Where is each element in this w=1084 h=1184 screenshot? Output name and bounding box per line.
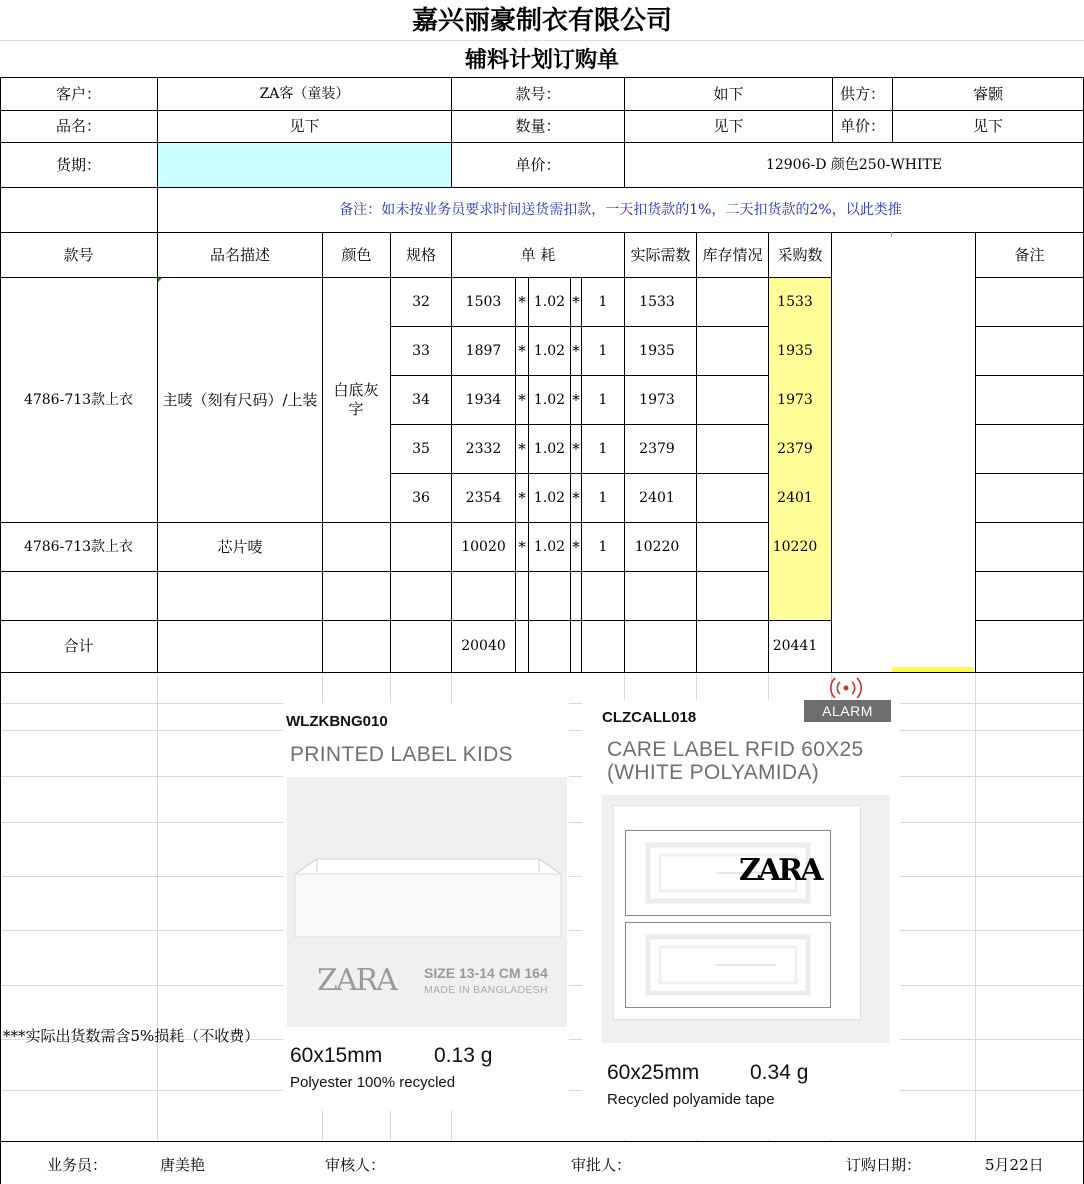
order-date-label: 订购日期：	[846, 1156, 922, 1174]
col-size: 规格	[405, 245, 436, 264]
unit-price2-label: 单价：	[515, 155, 561, 174]
group1-x1-cell: *	[518, 488, 526, 507]
group1-mult-cell[interactable]: 1	[598, 391, 608, 408]
supplier-label: 供方：	[839, 84, 885, 103]
group1-x1-cell: *	[518, 292, 526, 311]
col-actual: 实际需数	[630, 245, 691, 264]
label2-title-line1: CARE LABEL RFID 60X25	[607, 738, 864, 761]
quantity-label: 数量：	[515, 117, 561, 135]
col-remarks: 备注	[1014, 245, 1045, 264]
supplier-value[interactable]: 睿颢	[972, 84, 1003, 103]
group2-actual[interactable]: 10220	[634, 538, 680, 555]
salesman-label: 业务员：	[47, 1156, 108, 1174]
group1-qty-cell[interactable]: 1934	[465, 391, 502, 408]
group1-actual-cell[interactable]: 1973	[639, 391, 675, 408]
col-stock: 库存情况	[702, 245, 763, 264]
col-desc: 品名描述	[209, 245, 270, 264]
label1-title: PRINTED LABEL KIDS	[290, 743, 513, 766]
group1-qty-cell[interactable]: 1503	[465, 293, 502, 310]
group1-mult-cell[interactable]: 1	[598, 293, 608, 310]
label1-code: WLZKBNG010	[286, 713, 388, 730]
group2-style: 4786-713款上衣	[23, 538, 134, 555]
form-title: 辅料计划订购单	[464, 46, 619, 73]
group2-qty[interactable]: 10020	[461, 538, 506, 555]
label2-brand: ZARA	[739, 853, 821, 888]
col-color: 颜色	[341, 245, 372, 264]
group1-x2-cell: *	[572, 488, 580, 507]
label2-dims: 60x25mm	[607, 1061, 700, 1084]
label1-size: SIZE 13-14 CM 164	[424, 965, 548, 981]
rfid-antenna-bottom	[626, 923, 830, 1007]
group1-factor-cell[interactable]: 1.02	[533, 293, 566, 310]
yellow-marker	[892, 667, 974, 672]
group1-style: 4786-713款上衣	[23, 391, 134, 408]
label1-image	[287, 777, 567, 1027]
rfid-tag-top	[625, 830, 831, 916]
customer-label: 客户：	[55, 84, 101, 103]
order-date-value[interactable]: 5月22日	[985, 1156, 1044, 1174]
group2-desc: 芯片唛	[217, 537, 263, 556]
group1-x1-cell: *	[518, 341, 526, 360]
total-label: 合计	[63, 637, 94, 655]
customer-value[interactable]: ZA客（童装）	[259, 85, 350, 102]
col-style-no: 款号	[63, 245, 94, 264]
group1-purchase-cell[interactable]: 2379	[777, 440, 813, 457]
group1-purchase-cell[interactable]: 1973	[777, 391, 813, 408]
style-label: 款号：	[515, 84, 561, 103]
group1-color: 白底灰字	[333, 381, 379, 418]
group1-mult-cell[interactable]: 1	[598, 342, 608, 359]
alarm-badge: ALARM	[804, 700, 891, 722]
group1-mult-cell[interactable]: 1	[598, 440, 608, 457]
grid-column-line	[157, 673, 158, 1141]
delivery-date-cell[interactable]	[158, 143, 451, 187]
group1-qty-cell[interactable]: 2332	[465, 440, 502, 457]
rfid-tag-bottom	[625, 922, 831, 1008]
unit-price2-value[interactable]: 12906-D 颜色250-WHITE	[765, 156, 943, 173]
group1-factor-cell[interactable]: 1.02	[533, 489, 566, 506]
column-tick	[891, 232, 892, 237]
group1-factor-cell[interactable]: 1.02	[533, 391, 566, 408]
group2-mult[interactable]: 1	[598, 538, 608, 555]
group1-actual-cell[interactable]: 1533	[639, 293, 675, 310]
group1-actual-cell[interactable]: 2401	[639, 489, 675, 506]
group2-purchase[interactable]: 10220	[772, 538, 818, 555]
total-purchase: 20441	[772, 638, 818, 654]
approver-label: 审批人：	[571, 1156, 632, 1174]
unit-price-label: 单价：	[839, 117, 885, 135]
group1-purchase-cell[interactable]: 1533	[777, 293, 813, 310]
group1-qty-cell[interactable]: 2354	[465, 489, 502, 506]
group1-size-cell: 34	[412, 391, 430, 408]
group1-size-cell: 35	[412, 440, 430, 457]
group2-factor[interactable]: 1.02	[533, 538, 566, 555]
company-name: 嘉兴丽豪制衣有限公司	[411, 5, 672, 36]
unit-price-value[interactable]: 见下	[972, 117, 1003, 135]
group1-x2-cell: *	[572, 390, 580, 409]
salesman-value[interactable]: 唐美艳	[160, 1156, 206, 1174]
reviewer-label: 审核人：	[325, 1156, 386, 1174]
total-qty: 20040	[461, 638, 506, 654]
product-value[interactable]: 见下	[289, 117, 320, 135]
group1-factor-cell[interactable]: 1.02	[533, 342, 566, 359]
quantity-value[interactable]: 见下	[713, 117, 744, 135]
label2-image	[602, 795, 890, 1043]
label2-material: Recycled polyamide tape	[607, 1091, 775, 1108]
label-card-rfid	[582, 700, 900, 1140]
group1-purchase-cell[interactable]: 2401	[777, 489, 813, 506]
group1-x2-cell: *	[572, 292, 580, 311]
label1-brand: ZARA	[317, 963, 396, 998]
group1-x2-cell: *	[572, 341, 580, 360]
group1-actual-cell[interactable]: 1935	[639, 342, 675, 359]
group1-x2-cell: *	[572, 439, 580, 458]
alarm-signal-icon	[826, 674, 866, 698]
delivery-label: 货期：	[55, 155, 101, 174]
label1-dims: 60x15mm	[290, 1044, 383, 1067]
label2-sheet	[613, 805, 861, 1020]
label1-weight: 0.13 g	[434, 1044, 493, 1067]
loss-note: ***实际出货数需含5%损耗（不收费）	[3, 1027, 260, 1045]
label2-title-line2: (WHITE POLYAMIDA)	[607, 761, 819, 784]
group1-mult-cell[interactable]: 1	[598, 489, 608, 506]
group2-x2: *	[572, 537, 580, 556]
grid-column-line	[975, 673, 976, 1141]
label-card-printed	[283, 703, 569, 1110]
group1-size-cell: 32	[412, 293, 430, 310]
col-purchase: 采购数	[777, 245, 823, 264]
label1-material: Polyester 100% recycled	[290, 1074, 456, 1091]
col-consumption: 单 耗	[520, 245, 556, 264]
group1-size-cell: 33	[412, 342, 430, 359]
product-label: 品名：	[55, 117, 101, 135]
group1-desc: 主唛（刻有尺码）/上装	[162, 390, 318, 409]
group1-actual-cell[interactable]: 2379	[639, 440, 675, 457]
label2-weight: 0.34 g	[750, 1061, 809, 1084]
group1-qty-cell[interactable]: 1897	[465, 342, 502, 359]
group1-x1-cell: *	[518, 390, 526, 409]
style-value[interactable]: 如下	[713, 84, 744, 103]
grid-row-line	[0, 40, 1084, 41]
remark-text: 备注：如未按业务员要求时间送货需扣款，一天扣货款的1%，二天扣货款的2%，以此类推	[339, 201, 902, 218]
label2-code: CLZCALL018	[602, 709, 697, 726]
group1-x1-cell: *	[518, 439, 526, 458]
group1-size-cell: 36	[412, 489, 430, 506]
group1-factor-cell[interactable]: 1.02	[533, 440, 566, 457]
label1-made-in: MADE IN BANGLADESH	[424, 984, 548, 996]
group1-purchase-cell[interactable]: 1935	[777, 342, 813, 359]
group2-x1: *	[518, 537, 526, 556]
